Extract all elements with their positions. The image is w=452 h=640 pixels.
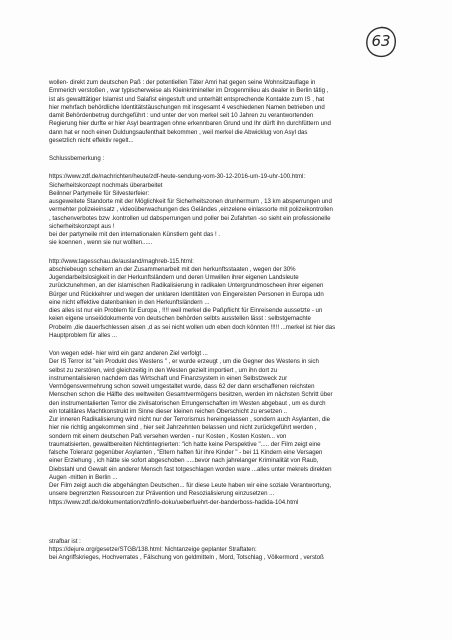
text-line: selbst zu zerstören, wird gleichzeitig in den Westen gezielt importiert , um ihn dort zu xyxy=(49,366,278,374)
text-line: bei Angriffskrieges, Hochverrates , Fälschung von geldmitteln , Mord, Totschlag , Völkermord , verstoß xyxy=(49,554,324,562)
text-line: , taschenverbotes bzw .kontrollen ud dabsperrungen und poller bei Zufahrten -so sieht ein professionelle xyxy=(49,214,331,222)
text-line: ist als gewalttätiger Islamist und Salafist eingestuft und unterhält entsprechende Kontakte zum IS , hat xyxy=(49,95,325,103)
text-line: Hauptproblem für alles ... xyxy=(49,331,118,339)
text-line: sicherheitskonzept aus ! xyxy=(49,222,115,230)
text-line: Zur inneren Radikalisierung wird nicht nur der Terrorismus hereingelassen , sondern auch Asylanten, die xyxy=(49,416,331,423)
text-line: Regierung hier durfte er hier Asyl beantragen ohne erkennbaren Grund und Ihr dürft ihn durchfüttern und xyxy=(49,120,331,128)
text-line: unsere begrenzten Ressourcen zur Prävention und Resozialisierung einzusetzen ... xyxy=(49,490,275,498)
link-text[interactable]: https://www.zdf.de/nachrichten/heute/zdf-heute-sendung-vom-30-12-2016-um-19-uhr-100.html: xyxy=(49,173,306,181)
text-line: einer Erziehung , ich hätte sie sofort abgeschoben .....bevor nach jahrelanger Kriminalität von Raub, xyxy=(49,457,319,465)
text-line: traumatisierten, gewaltbereiten Nichtintegrierten: "ich hatte keine Perspektive "..... der Film zeigt eine xyxy=(49,440,321,448)
paragraph-is-terror xyxy=(49,350,421,507)
text-line: falsche Toleranz gegenüber Asylanten , "Eltern haften für ihre Kinder " - bei 11 Kindern eine Versagen xyxy=(49,449,323,456)
paragraph-tagesschau-maghreb xyxy=(49,258,421,341)
text-line: sie koennen , wenn sie nur wollten...... xyxy=(49,239,153,247)
text-line: den instrumentalierten Terror die zivilsatorischen Errungenschaften im Westen abgebaut , um es durch xyxy=(49,399,326,407)
text-line: keien eigene unseiödokumente von deutschen behörden selbts ausstellen lässt : selbstgemachte xyxy=(49,315,311,323)
text-line: vermehter polizeieinsatz , videoüberwachungen des Geländes ,einzelene einlassorte mit polizeikontrollen xyxy=(49,206,333,214)
link-text[interactable]: https://www.zdf.de/dokumentation/zdfinfo-doku/ueberfuehrt-der-banderboss-hadida-104.html xyxy=(49,498,299,506)
paragraph-zdf-security xyxy=(49,173,421,247)
text-line: abschiebeugn scheitern an der Zusammenarbeit mit den herkunftsstaaten , wegen der 30% xyxy=(49,265,296,273)
text-line: hier mehrfach behördliche Identitätstäuschungen mit insgesamt 4 veschiedenen Namen betrieben und xyxy=(49,103,325,111)
text-line: ausgeweitete Standorte mit der Möglichkeit für Sicherheitszonen drunhermum , 13 km absperrungen und xyxy=(49,198,332,205)
page-number: 63 xyxy=(371,32,391,50)
text-line: Schlussbemerkung : xyxy=(49,155,105,162)
text-line: sondern mit einem deutschen Paß versehen werden - nur Kosten , Kosten Kosten... von xyxy=(49,432,287,440)
text-line: hier nie richtig angekommen sind , hier seit Jahrzehnten belassen und nicht zurückgeführt werden , xyxy=(49,424,317,432)
page-number-circle xyxy=(364,25,398,59)
text-line: Sicherheitskonzept nochmals überarbeitet xyxy=(49,181,163,189)
text-line: instrumentalisieren nachdem das Wirtschaft und Finanzsystem in einen Selbstzweck zur xyxy=(49,374,288,382)
paragraph-amri xyxy=(49,79,421,145)
text-line: gesetzlich nicht effektiv regelt... xyxy=(49,136,134,144)
link-text[interactable]: http://www.tagesschau.de/ausland/maghreb-115.html: xyxy=(49,257,194,265)
text-line: Emmerich verstoßen , war typischerweise als Kleinkrimineller im Drogenmilieu als dealer in Berlin tätig , xyxy=(49,87,329,95)
text-line: bei der partymeile mit den internationalen Künstlern geht das ! . xyxy=(49,231,221,238)
document-body xyxy=(49,79,421,563)
link-text[interactable]: https://dejure.org/gesetze/STGB/138.html: Nichtanzeige geplanter Straftaten: xyxy=(49,546,257,553)
text-line: dies alles ist nur ein Problem für Europa , !!!! weil merkel die Paßpflicht für Einreisende aussetzte - un xyxy=(49,307,323,314)
text-line: Augen -mitten in Berlin ... xyxy=(49,473,118,481)
text-line: Vermögensvermehrung schon soweit umgestaltet wurde, dass 62 der dann erschaffenen reichsten xyxy=(49,383,315,390)
text-line: dann hat er noch einen Duldungsaufenthalt bekommen , weil merkel die Abwicklug von Asyl das xyxy=(49,128,308,136)
text-line: zurückzunehmen, an der islamischen Radikalisierung in radikalen Untergrundmoscheen ihrer eigenen xyxy=(49,282,324,290)
text-line: Diebstahl und Gewalt ein anderer Mensch fast totgeschlagen worden ware ...alles unter mekrels direkten xyxy=(49,465,332,473)
text-line: Von wegen edel- hier wird ein ganz anderen Ziel verfolgt ... xyxy=(49,350,208,357)
text-line: Jugendarbeitslosigkeit in der Herkunftsländern und deren Umwillen ihrer eigenen Landsleute xyxy=(49,274,299,281)
text-line: eine nicht effektive datenbanken in den Herkunftsländern ... xyxy=(49,298,210,306)
text-line: Beilnner Partymeile für Silvesterfeier: xyxy=(49,189,150,197)
text-line: Der Film zeigt auch die abgehängten Deutschen... für diese Leute haben wir eine soziale Verantwortung, xyxy=(49,482,332,489)
text-line: Der IS Terror ist "ein Produkt des Westens " , er wurde erzeugt , um die Gegner des Westens in sich xyxy=(49,358,319,366)
paragraph-strafbar xyxy=(49,538,421,563)
text-line: ein totalitäres Machtkonstrukt im Sinne dieser kleinen reichen Oberschicht zu ersetzen .. xyxy=(49,407,288,415)
text-line: strafbar ist : xyxy=(49,537,81,545)
text-line: Probelm ,die dauerfschlessen alsen ,d as sei nicht wollen udn eben doch könnten !!!!! ...merkel ist hier das xyxy=(49,323,336,331)
text-line: wollen- direkt zum deutschen Paß : der potentiellen Täter Amri hat gegen seine Wohnsitzauflage in xyxy=(49,79,316,86)
text-line: Bürger und Rückkehrer und wegen der unklaren Identitäten von Eingereisten Personen in Europa udn xyxy=(49,290,324,298)
text-line: damit Behördenbetrug durchgeführt : und unter der von merkel seit 10 Jahren zu verantwortenden xyxy=(49,112,314,119)
text-line: Menschen schon die Hälfte des weltweiten Gesamtvermögens besitzen, werden im nächsten Schritt über xyxy=(49,391,333,399)
section-heading-schlussbemerkung xyxy=(49,155,421,163)
